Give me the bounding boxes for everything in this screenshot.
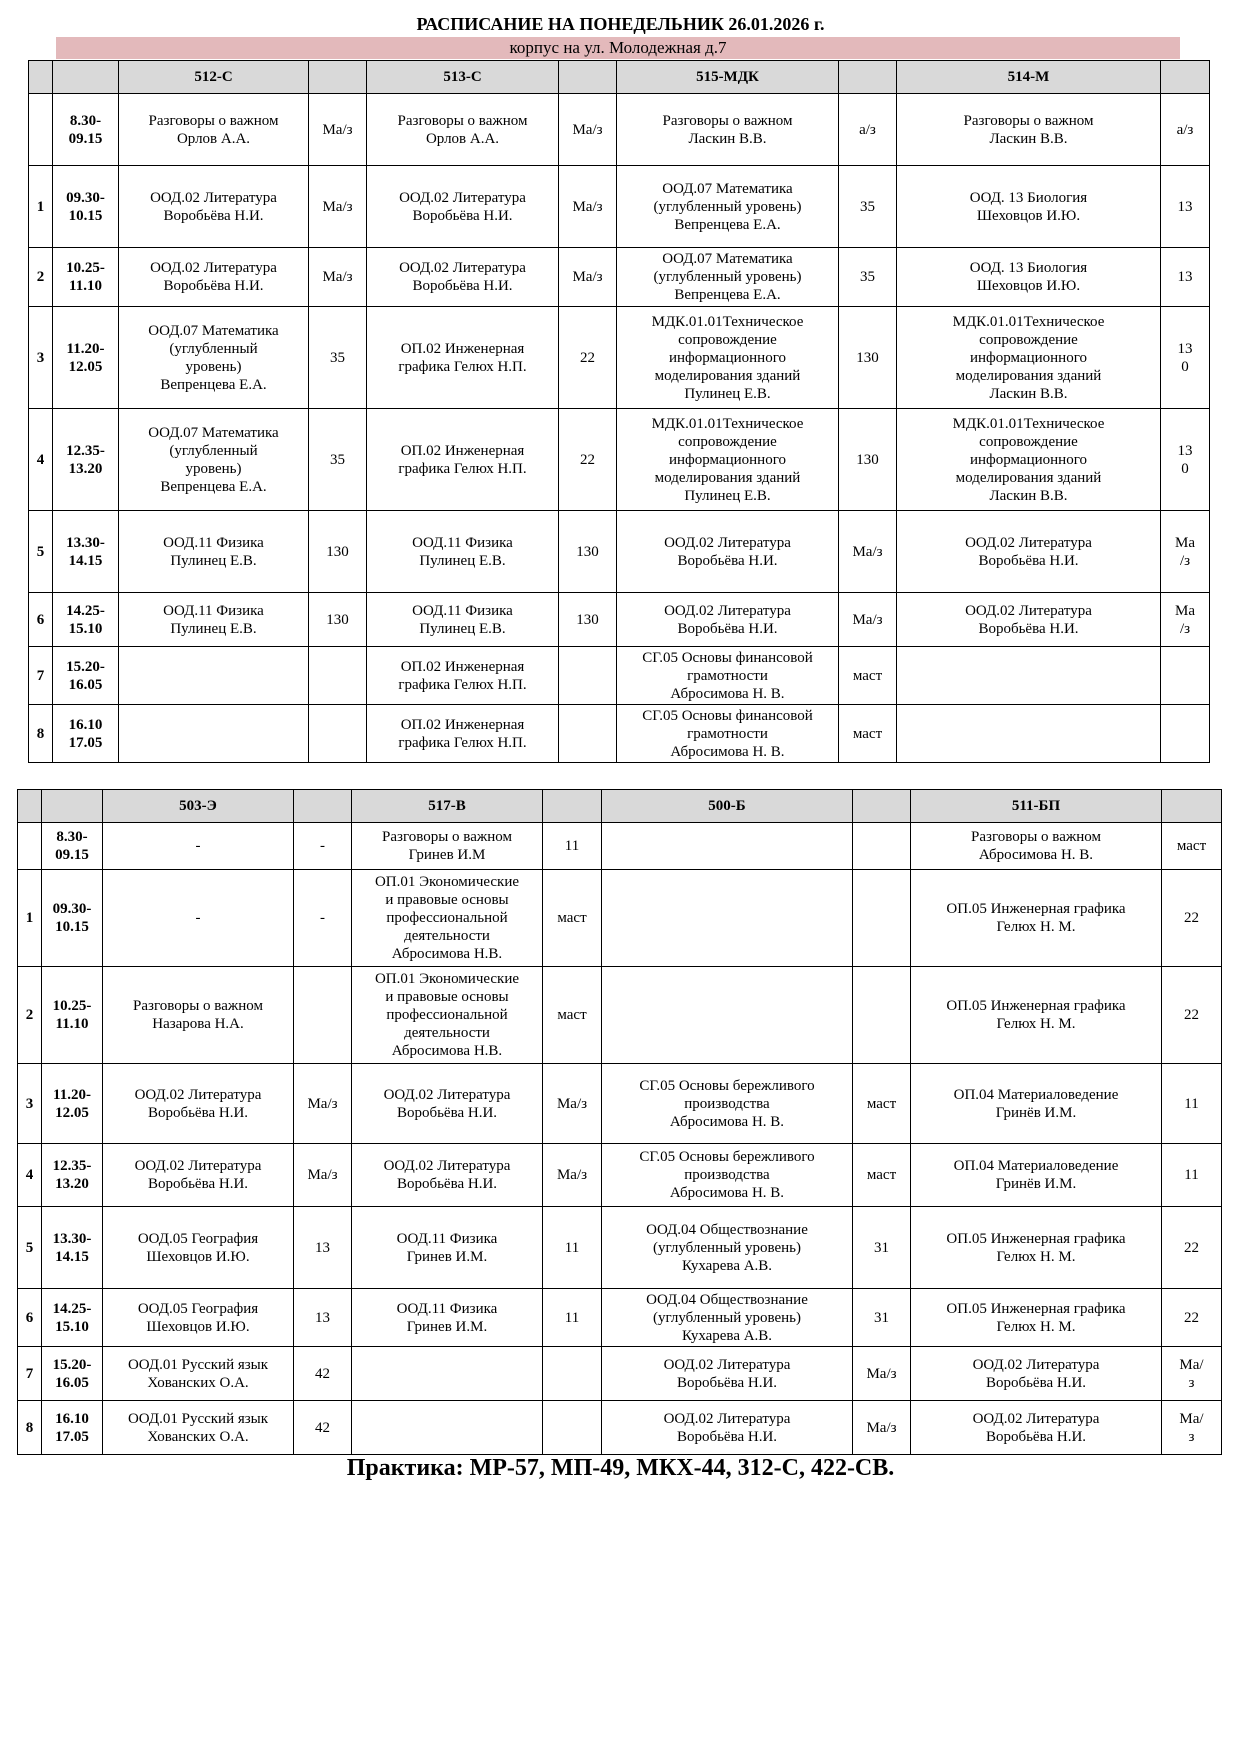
room-cell: маст (853, 1064, 911, 1144)
room-cell: Ма/з (559, 94, 617, 166)
room-cell (309, 647, 367, 705)
lesson-time: 16.10 17.05 (53, 705, 119, 763)
subject-cell (119, 647, 309, 705)
room-cell: 22 (1162, 1289, 1222, 1347)
room-cell (294, 967, 352, 1064)
subject-cell: МДК.01.01Техническое сопровождение информационного моделирования зданий Ласкин В.В. (897, 307, 1161, 409)
lesson-time: 16.10 17.05 (42, 1401, 103, 1455)
room-cell: Ма/з (839, 593, 897, 647)
room-cell: - (294, 823, 352, 870)
table-row (29, 409, 1210, 511)
lesson-time: 10.25- 11.10 (42, 967, 103, 1064)
subject-cell: ООД. 13 Биология Шеховцов И.Ю. (897, 248, 1161, 307)
room-cell: маст (1162, 823, 1222, 870)
lesson-time: 14.25- 15.10 (53, 593, 119, 647)
subject-cell: Разговоры о важном Абросимова Н. В. (911, 823, 1162, 870)
room-cell: 35 (309, 409, 367, 511)
room-cell: 130 (559, 511, 617, 593)
room-cell: 13 0 (1161, 307, 1210, 409)
subject-cell: Разговоры о важном Орлов А.А. (119, 94, 309, 166)
subject-cell: ООД.02 Литература Воробьёва Н.И. (602, 1401, 853, 1455)
subject-cell: ООД.02 Литература Воробьёва Н.И. (103, 1064, 294, 1144)
room-cell: 22 (1162, 1207, 1222, 1289)
subject-cell: МДК.01.01Техническое сопровождение информационного моделирования зданий Ласкин В.В. (897, 409, 1161, 511)
subject-cell: ОП.02 Инженерная графика Гелюх Н.П. (367, 409, 559, 511)
subject-cell: ООД. 13 Биология Шеховцов И.Ю. (897, 166, 1161, 248)
lesson-time: 15.20- 16.05 (42, 1347, 103, 1401)
subject-cell: ООД.07 Математика (углубленный уровень) Вепренцева Е.А. (119, 409, 309, 511)
room-cell: Ма/з (559, 166, 617, 248)
group-header: 512-С (119, 61, 309, 94)
room-header (853, 790, 911, 823)
room-cell: 130 (309, 511, 367, 593)
subject-cell: СГ.05 Основы финансовой грамотности Абросимова Н. В. (617, 647, 839, 705)
subject-cell (897, 705, 1161, 763)
lesson-time: 14.25- 15.10 (42, 1289, 103, 1347)
room-cell: 13 (294, 1289, 352, 1347)
subject-cell: СГ.05 Основы финансовой грамотности Абросимова Н. В. (617, 705, 839, 763)
subject-cell: Разговоры о важном Ласкин В.В. (897, 94, 1161, 166)
lesson-number: 5 (29, 511, 53, 593)
subject-cell (119, 705, 309, 763)
subject-cell: ООД.01 Русский язык Хованских О.А. (103, 1347, 294, 1401)
room-cell: 22 (559, 409, 617, 511)
room-cell (559, 647, 617, 705)
table-row (18, 823, 1222, 870)
table-row (18, 870, 1222, 967)
subject-cell: ООД.01 Русский язык Хованских О.А. (103, 1401, 294, 1455)
subject-cell: ОП.04 Материаловедение Гринёв И.М. (911, 1064, 1162, 1144)
room-cell: Ма/з (309, 94, 367, 166)
room-cell: 11 (543, 823, 602, 870)
subject-cell: ООД.02 Литература Воробьёва Н.И. (897, 511, 1161, 593)
subject-cell: ООД.02 Литература Воробьёва Н.И. (897, 593, 1161, 647)
room-cell: 130 (309, 593, 367, 647)
schedule-table-1 (28, 60, 1210, 763)
room-header (1162, 790, 1222, 823)
header-empty-time (42, 790, 103, 823)
header-empty-num (18, 790, 42, 823)
room-cell: 22 (1162, 870, 1222, 967)
page-title: РАСПИСАНИЕ НА ПОНЕДЕЛЬНИК 26.01.2026 г. (416, 14, 825, 34)
room-cell: 31 (853, 1207, 911, 1289)
room-cell (1161, 705, 1210, 763)
subject-cell: ООД.11 Физика Пулинец Е.В. (119, 593, 309, 647)
subject-cell: Разговоры о важном Ласкин В.В. (617, 94, 839, 166)
subject-cell: ООД.07 Математика (углубленный уровень) Вепренцева Е.А. (119, 307, 309, 409)
room-cell: Ма/з (309, 248, 367, 307)
room-cell: 11 (543, 1289, 602, 1347)
subject-cell: - (103, 870, 294, 967)
table-row (29, 511, 1210, 593)
table-row (18, 1347, 1222, 1401)
subject-cell (352, 1401, 543, 1455)
room-cell: Ма/ з (1162, 1347, 1222, 1401)
room-header (839, 61, 897, 94)
schedule-body (18, 823, 1222, 1455)
room-cell: маст (543, 967, 602, 1064)
subject-cell: СГ.05 Основы бережливого производства Абросимова Н. В. (602, 1144, 853, 1207)
room-cell: 22 (559, 307, 617, 409)
subject-cell (602, 967, 853, 1064)
subject-cell: ООД.02 Литература Воробьёва Н.И. (119, 166, 309, 248)
subject-cell: ОП.02 Инженерная графика Гелюх Н.П. (367, 647, 559, 705)
schedule-body (29, 94, 1210, 763)
subject-cell: ООД.11 Физика Пулинец Е.В. (367, 511, 559, 593)
room-cell: а/з (839, 94, 897, 166)
room-cell: 42 (294, 1347, 352, 1401)
subject-cell: ООД.05 География Шеховцов И.Ю. (103, 1207, 294, 1289)
building-subtitle: корпус на ул. Молодежная д.7 (56, 37, 1180, 59)
lesson-time: 12.35- 13.20 (53, 409, 119, 511)
room-cell: Ма/з (294, 1064, 352, 1144)
table-row (18, 1401, 1222, 1455)
subject-cell: ООД.04 Обществознание (углубленный уровень) Кухарева А.В. (602, 1207, 853, 1289)
subject-cell: ООД.07 Математика (углубленный уровень) Вепренцева Е.А. (617, 166, 839, 248)
subject-cell: ОП.05 Инженерная графика Гелюх Н. М. (911, 870, 1162, 967)
table-row (18, 1144, 1222, 1207)
room-cell: Ма/з (309, 166, 367, 248)
room-cell (853, 870, 911, 967)
subject-cell: ООД.02 Литература Воробьёва Н.И. (352, 1144, 543, 1207)
subject-cell: ООД.02 Литература Воробьёва Н.И. (617, 511, 839, 593)
lesson-number: 2 (18, 967, 42, 1064)
lesson-number: 5 (18, 1207, 42, 1289)
subject-cell: ОП.04 Материаловедение Гринёв И.М. (911, 1144, 1162, 1207)
subject-cell: ОП.05 Инженерная графика Гелюх Н. М. (911, 1289, 1162, 1347)
room-cell: 31 (853, 1289, 911, 1347)
room-cell: Ма/з (853, 1347, 911, 1401)
room-cell (543, 1347, 602, 1401)
subject-cell: ОП.01 Экономические и правовые основы профессиональной деятельности Абросимова Н.В. (352, 967, 543, 1064)
group-header: 517-В (352, 790, 543, 823)
room-cell (559, 705, 617, 763)
lesson-time: 09.30- 10.15 (42, 870, 103, 967)
room-cell: 13 (1161, 166, 1210, 248)
room-header (294, 790, 352, 823)
room-cell (543, 1401, 602, 1455)
schedule-table-2 (17, 789, 1222, 1455)
group-header: 511-БП (911, 790, 1162, 823)
room-cell: 22 (1162, 967, 1222, 1064)
lesson-time: 15.20- 16.05 (53, 647, 119, 705)
subject-cell: ОП.05 Инженерная графика Гелюх Н. М. (911, 967, 1162, 1064)
lesson-time: 11.20- 12.05 (53, 307, 119, 409)
subject-cell: Разговоры о важном Орлов А.А. (367, 94, 559, 166)
room-cell: Ма /з (1161, 593, 1210, 647)
room-cell: 11 (1162, 1144, 1222, 1207)
header-empty-time (53, 61, 119, 94)
lesson-number: 4 (18, 1144, 42, 1207)
table-row (29, 593, 1210, 647)
room-cell: Ма/з (559, 248, 617, 307)
subject-cell (602, 870, 853, 967)
table-row (29, 94, 1210, 166)
lesson-number: 7 (18, 1347, 42, 1401)
room-cell: - (294, 870, 352, 967)
room-cell: Ма/з (853, 1401, 911, 1455)
lesson-number: 6 (29, 593, 53, 647)
room-cell: 11 (543, 1207, 602, 1289)
lesson-number: 4 (29, 409, 53, 511)
subject-cell: ООД.02 Литература Воробьёва Н.И. (103, 1144, 294, 1207)
lesson-number: 1 (29, 166, 53, 248)
subject-cell (352, 1347, 543, 1401)
subject-cell: СГ.05 Основы бережливого производства Абросимова Н. В. (602, 1064, 853, 1144)
lesson-time: 11.20- 12.05 (42, 1064, 103, 1144)
lesson-number: 3 (29, 307, 53, 409)
table-row (18, 1064, 1222, 1144)
subject-cell: ОП.02 Инженерная графика Гелюх Н.П. (367, 705, 559, 763)
lesson-time: 09.30- 10.15 (53, 166, 119, 248)
subject-cell: ООД.11 Физика Гринев И.М. (352, 1207, 543, 1289)
subject-cell: МДК.01.01Техническое сопровождение информационного моделирования зданий Пулинец Е.В. (617, 409, 839, 511)
table-row (18, 1207, 1222, 1289)
subject-cell: ООД.07 Математика (углубленный уровень) Вепренцева Е.А. (617, 248, 839, 307)
room-cell: 42 (294, 1401, 352, 1455)
lesson-number: 6 (18, 1289, 42, 1347)
room-cell (853, 967, 911, 1064)
group-header: 514-М (897, 61, 1161, 94)
lesson-number: 3 (18, 1064, 42, 1144)
room-header (309, 61, 367, 94)
room-header (543, 790, 602, 823)
lesson-time: 10.25- 11.10 (53, 248, 119, 307)
header-row (18, 790, 1222, 823)
subject-cell: ОП.05 Инженерная графика Гелюх Н. М. (911, 1207, 1162, 1289)
room-cell: 130 (559, 593, 617, 647)
subject-cell: ООД.11 Физика Гринев И.М. (352, 1289, 543, 1347)
room-cell: маст (853, 1144, 911, 1207)
subject-cell: ООД.04 Обществознание (углубленный уровень) Кухарева А.В. (602, 1289, 853, 1347)
subject-cell: ООД.02 Литература Воробьёва Н.И. (367, 166, 559, 248)
room-cell (309, 705, 367, 763)
room-header (1161, 61, 1210, 94)
lesson-time: 8.30- 09.15 (53, 94, 119, 166)
room-cell: маст (839, 647, 897, 705)
room-cell: Ма/з (294, 1144, 352, 1207)
group-header: 515-МДК (617, 61, 839, 94)
table-row (18, 1289, 1222, 1347)
group-header: 513-С (367, 61, 559, 94)
room-cell (1161, 647, 1210, 705)
table-row (29, 705, 1210, 763)
lesson-time: 13.30- 14.15 (42, 1207, 103, 1289)
room-cell: 11 (1162, 1064, 1222, 1144)
table-row (29, 248, 1210, 307)
subject-cell: ООД.02 Литература Воробьёва Н.И. (119, 248, 309, 307)
lesson-number: 7 (29, 647, 53, 705)
room-cell: маст (839, 705, 897, 763)
group-header: 503-Э (103, 790, 294, 823)
room-cell: 35 (839, 248, 897, 307)
table-row (29, 166, 1210, 248)
subject-cell: ООД.02 Литература Воробьёва Н.И. (617, 593, 839, 647)
subject-cell: ООД.02 Литература Воробьёва Н.И. (911, 1347, 1162, 1401)
subject-cell (897, 647, 1161, 705)
room-cell: Ма/ з (1162, 1401, 1222, 1455)
subject-cell: ООД.05 География Шеховцов И.Ю. (103, 1289, 294, 1347)
subject-cell: ООД.02 Литература Воробьёва Н.И. (602, 1347, 853, 1401)
room-cell: Ма/з (543, 1064, 602, 1144)
subject-cell: ООД.02 Литература Воробьёва Н.И. (367, 248, 559, 307)
room-cell: Ма/з (543, 1144, 602, 1207)
subject-cell: ОП.01 Экономические и правовые основы профессиональной деятельности Абросимова Н.В. (352, 870, 543, 967)
subject-cell: - (103, 823, 294, 870)
group-header: 500-Б (602, 790, 853, 823)
header-row (29, 61, 1210, 94)
room-cell: 130 (839, 307, 897, 409)
subject-cell: МДК.01.01Техническое сопровождение информационного моделирования зданий Пулинец Е.В. (617, 307, 839, 409)
subject-cell: Разговоры о важном Назарова Н.А. (103, 967, 294, 1064)
lesson-number: 8 (29, 705, 53, 763)
table-row (18, 967, 1222, 1064)
room-cell: 130 (839, 409, 897, 511)
subject-cell: ООД.02 Литература Воробьёва Н.И. (352, 1064, 543, 1144)
practice-footer: Практика: МР-57, МП-49, МКХ-44, 312-С, 422-СВ. (346, 1455, 895, 1481)
lesson-number: 1 (18, 870, 42, 967)
lesson-number: 2 (29, 248, 53, 307)
room-cell: 13 (294, 1207, 352, 1289)
room-cell: а/з (1161, 94, 1210, 166)
room-cell: маст (543, 870, 602, 967)
table-row (29, 647, 1210, 705)
lesson-time: 12.35- 13.20 (42, 1144, 103, 1207)
subject-cell (602, 823, 853, 870)
room-cell: 13 0 (1161, 409, 1210, 511)
lesson-time: 13.30- 14.15 (53, 511, 119, 593)
room-cell: 35 (839, 166, 897, 248)
subject-cell: ООД.11 Физика Пулинец Е.В. (119, 511, 309, 593)
subject-cell: ООД.11 Физика Пулинец Е.В. (367, 593, 559, 647)
room-cell: Ма/з (839, 511, 897, 593)
room-cell: Ма /з (1161, 511, 1210, 593)
room-cell (853, 823, 911, 870)
lesson-number (18, 823, 42, 870)
room-cell: 35 (309, 307, 367, 409)
lesson-number: 8 (18, 1401, 42, 1455)
subject-cell: Разговоры о важном Гринев И.М (352, 823, 543, 870)
table-row (29, 307, 1210, 409)
header-empty-num (29, 61, 53, 94)
lesson-number (29, 94, 53, 166)
subject-cell: ООД.02 Литература Воробьёва Н.И. (911, 1401, 1162, 1455)
lesson-time: 8.30- 09.15 (42, 823, 103, 870)
room-header (559, 61, 617, 94)
room-cell: 13 (1161, 248, 1210, 307)
subject-cell: ОП.02 Инженерная графика Гелюх Н.П. (367, 307, 559, 409)
